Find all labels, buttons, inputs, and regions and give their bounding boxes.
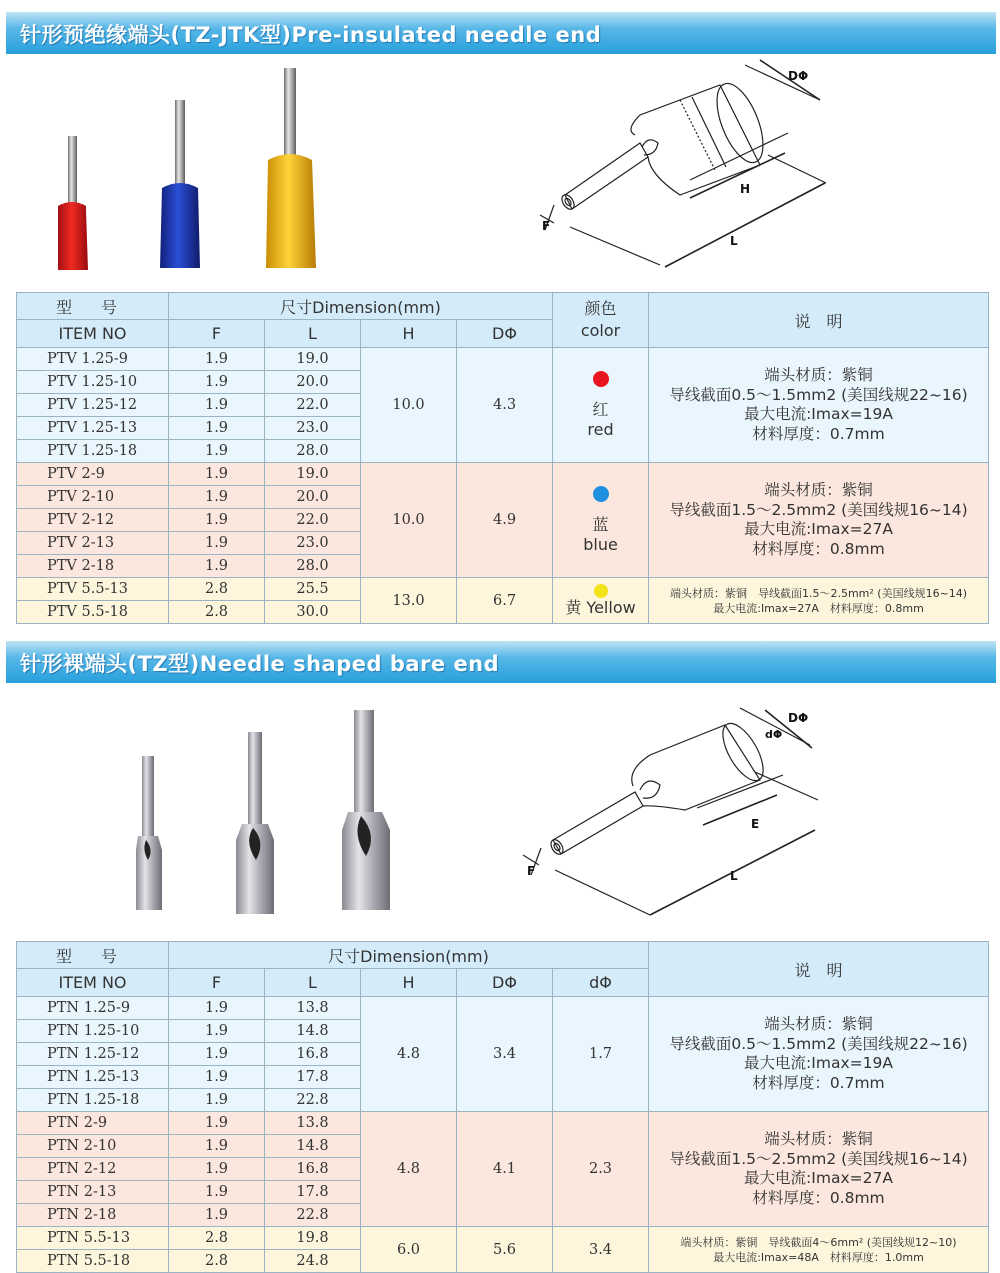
header-model-en: ITEM NO — [17, 320, 169, 348]
diagram1-label-F: F — [542, 219, 551, 233]
diagram2-label-E: E — [751, 817, 760, 831]
cell-model: PTV 5.5-18 — [17, 601, 169, 624]
section1-banner — [6, 12, 996, 54]
cell-F: 2.8 — [169, 1250, 265, 1273]
cell-F: 2.8 — [169, 1227, 265, 1250]
desc-line: 最大电流:Imax=19A — [744, 405, 893, 423]
cell-model: PTV 1.25-13 — [17, 417, 169, 440]
header-color-cn: 颜色 — [584, 299, 617, 318]
cell-H: 6.0 — [361, 1227, 457, 1273]
cell-model: PTN 1.25-10 — [17, 1020, 169, 1043]
header-model-cn: 型 号 — [17, 942, 169, 969]
cell-L: 16.8 — [265, 1158, 361, 1181]
cell-F: 1.9 — [169, 509, 265, 532]
header-color-en: color — [580, 321, 621, 340]
diagram2-label-d: dΦ — [765, 728, 783, 741]
cell-F: 1.9 — [169, 463, 265, 486]
cell-L: 28.0 — [265, 440, 361, 463]
color-label: 黄 Yellow — [565, 597, 636, 617]
cell-L: 22.0 — [265, 394, 361, 417]
cell-L: 16.8 — [265, 1043, 361, 1066]
cell-desc — [649, 578, 989, 624]
desc-line: 导线截面1.5～2.5mm2 (美国线规16~14) — [669, 500, 968, 519]
cell-model: PTV 2-10 — [17, 486, 169, 509]
desc-line: 最大电流:Imax=27A — [744, 1169, 893, 1187]
cell-model: PTN 2-13 — [17, 1181, 169, 1204]
header-model-en: ITEM NO — [17, 969, 169, 997]
cell-D: 4.1 — [457, 1112, 553, 1227]
color-label-en: blue — [583, 534, 618, 554]
cell-model: PTN 1.25-9 — [17, 997, 169, 1020]
blue-pin — [160, 100, 200, 268]
cell-F: 1.9 — [169, 997, 265, 1020]
diagram1-label-L: L — [730, 234, 738, 248]
cell-F: 1.9 — [169, 1066, 265, 1089]
cell-model: PTN 2-10 — [17, 1135, 169, 1158]
cell-H: 10.0 — [361, 463, 457, 578]
bare-pins-photo — [120, 700, 400, 920]
bare-spec-table — [16, 941, 989, 1273]
cell-L: 20.0 — [265, 486, 361, 509]
cell-L: 22.0 — [265, 509, 361, 532]
cell-F: 1.9 — [169, 555, 265, 578]
cell-F: 1.9 — [169, 417, 265, 440]
cell-F: 1.9 — [169, 486, 265, 509]
cell-desc — [649, 348, 989, 463]
desc-line: 材料厚度：0.8mm — [752, 539, 885, 558]
cell-desc — [649, 997, 989, 1112]
header-F: F — [169, 969, 265, 997]
header-desc: 说 明 — [649, 293, 989, 348]
cell-L: 23.0 — [265, 417, 361, 440]
cell-model: PTV 1.25-9 — [17, 348, 169, 371]
header-dimension: 尺寸Dimension(mm) — [169, 293, 553, 320]
cell-model: PTN 1.25-12 — [17, 1043, 169, 1066]
table-row — [17, 1112, 989, 1135]
cell-L: 23.0 — [265, 532, 361, 555]
cell-H: 4.8 — [361, 997, 457, 1112]
cell-H: 13.0 — [361, 578, 457, 624]
color-label-cn: 蓝 — [592, 514, 609, 534]
diagram2-label-F: F — [527, 864, 536, 878]
cell-model: PTV 5.5-13 — [17, 578, 169, 601]
diagram2-label-D: DΦ — [788, 711, 809, 725]
cell-F: 1.9 — [169, 348, 265, 371]
cell-H: 10.0 — [361, 348, 457, 463]
cell-L: 24.8 — [265, 1250, 361, 1273]
cell-model: PTV 1.25-18 — [17, 440, 169, 463]
insulated-pins-photo — [40, 60, 340, 280]
cell-d: 2.3 — [553, 1112, 649, 1227]
cell-L: 19.0 — [265, 348, 361, 371]
cell-F: 1.9 — [169, 1135, 265, 1158]
cell-F: 1.9 — [169, 1181, 265, 1204]
cell-F: 2.8 — [169, 578, 265, 601]
header-D: DΦ — [457, 320, 553, 348]
cell-F: 1.9 — [169, 1204, 265, 1227]
diagram1-label-H: H — [740, 182, 751, 196]
cell-L: 13.8 — [265, 1112, 361, 1135]
cell-L: 14.8 — [265, 1020, 361, 1043]
table-row — [17, 1227, 989, 1250]
cell-D: 4.3 — [457, 348, 553, 463]
cell-model: PTV 2-12 — [17, 509, 169, 532]
section2-banner — [6, 641, 996, 683]
cell-model: PTN 5.5-18 — [17, 1250, 169, 1273]
cell-model: PTV 2-18 — [17, 555, 169, 578]
header-L: L — [265, 320, 361, 348]
cell-d: 3.4 — [553, 1227, 649, 1273]
cell-L: 17.8 — [265, 1066, 361, 1089]
red-pin — [58, 136, 88, 270]
cell-F: 1.9 — [169, 394, 265, 417]
desc-line: 端头材质：紫铜 导线截面4～6mm² (美国线规12~10) — [680, 1235, 957, 1249]
cell-D: 3.4 — [457, 997, 553, 1112]
cell-F: 1.9 — [169, 1043, 265, 1066]
cell-desc — [649, 463, 989, 578]
cell-F: 1.9 — [169, 532, 265, 555]
cell-model: PTV 2-9 — [17, 463, 169, 486]
bare-pin-medium — [236, 732, 274, 914]
cell-L: 19.0 — [265, 463, 361, 486]
desc-line: 材料厚度：0.8mm — [752, 1188, 885, 1207]
cell-desc — [649, 1112, 989, 1227]
bare-pin-small — [136, 756, 162, 910]
cell-L: 19.8 — [265, 1227, 361, 1250]
cell-L: 22.8 — [265, 1089, 361, 1112]
desc-line: 最大电流:Imax=27A 材料厚度：0.8mm — [713, 601, 924, 615]
header-desc: 说 明 — [649, 942, 989, 997]
cell-color — [553, 578, 649, 624]
cell-d: 1.7 — [553, 997, 649, 1112]
cell-L: 28.0 — [265, 555, 361, 578]
cell-F: 1.9 — [169, 371, 265, 394]
cell-desc — [649, 1227, 989, 1273]
header-D: DΦ — [457, 969, 553, 997]
header-H: H — [361, 320, 457, 348]
table-row — [17, 997, 989, 1020]
cell-model: PTN 2-18 — [17, 1204, 169, 1227]
bare-pin-large — [342, 710, 390, 910]
desc-line: 最大电流:Imax=19A — [744, 1054, 893, 1072]
diagram1-label-D: DΦ — [788, 69, 809, 83]
insulated-spec-table — [16, 292, 989, 624]
desc-line: 材料厚度：0.7mm — [752, 1073, 885, 1092]
cell-L: 17.8 — [265, 1181, 361, 1204]
cell-L: 13.8 — [265, 997, 361, 1020]
cell-model: PTV 1.25-10 — [17, 371, 169, 394]
color-swatch — [593, 486, 609, 502]
cell-F: 1.9 — [169, 440, 265, 463]
table-row — [17, 578, 989, 601]
desc-line: 端头材质：紫铜 — [764, 366, 873, 384]
header-color — [553, 293, 649, 348]
header-L: L — [265, 969, 361, 997]
cell-F: 1.9 — [169, 1020, 265, 1043]
cell-F: 1.9 — [169, 1112, 265, 1135]
cell-model: PTN 5.5-13 — [17, 1227, 169, 1250]
desc-line: 最大电流:Imax=48A 材料厚度：1.0mm — [713, 1250, 924, 1264]
cell-F: 2.8 — [169, 601, 265, 624]
table-row — [17, 348, 989, 371]
cell-model: PTN 1.25-18 — [17, 1089, 169, 1112]
cell-H: 4.8 — [361, 1112, 457, 1227]
cell-L: 25.5 — [265, 578, 361, 601]
cell-model: PTV 2-13 — [17, 532, 169, 555]
desc-line: 导线截面0.5～1.5mm2 (美国线规22~16) — [669, 1034, 968, 1053]
color-label-cn: 红 — [592, 399, 609, 419]
cell-D: 5.6 — [457, 1227, 553, 1273]
header-H: H — [361, 969, 457, 997]
desc-line: 端头材质：紫铜 — [764, 1130, 873, 1148]
header-dimension: 尺寸Dimension(mm) — [169, 942, 649, 969]
desc-line: 端头材质：紫铜 导线截面1.5～2.5mm² (美国线规16~14) — [669, 586, 968, 600]
cell-L: 14.8 — [265, 1135, 361, 1158]
header-F: F — [169, 320, 265, 348]
desc-line: 端头材质：紫铜 — [764, 1015, 873, 1033]
desc-line: 导线截面1.5～2.5mm2 (美国线规16~14) — [669, 1149, 968, 1168]
cell-D: 4.9 — [457, 463, 553, 578]
section2-title: 针形裸端头(TZ型)Needle shaped bare end — [20, 652, 500, 676]
cell-model: PTN 2-12 — [17, 1158, 169, 1181]
desc-line: 材料厚度：0.7mm — [752, 424, 885, 443]
desc-line: 最大电流:Imax=27A — [744, 520, 893, 538]
diagram2-label-L: L — [730, 869, 738, 883]
desc-line: 端头材质：紫铜 — [764, 481, 873, 499]
header-d: dΦ — [553, 969, 649, 997]
cell-D: 6.7 — [457, 578, 553, 624]
bare-dimension-drawing — [515, 700, 825, 925]
cell-F: 1.9 — [169, 1089, 265, 1112]
cell-model: PTN 2-9 — [17, 1112, 169, 1135]
insulated-dimension-drawing — [530, 55, 830, 280]
desc-line: 导线截面0.5～1.5mm2 (美国线规22~16) — [669, 385, 968, 404]
cell-L: 22.8 — [265, 1204, 361, 1227]
header-model-cn: 型 号 — [17, 293, 169, 320]
cell-color — [553, 463, 649, 578]
color-label-en: red — [587, 419, 614, 439]
cell-F: 1.9 — [169, 1158, 265, 1181]
yellow-pin — [266, 68, 316, 268]
cell-L: 30.0 — [265, 601, 361, 624]
color-swatch — [593, 371, 609, 387]
cell-color — [553, 348, 649, 463]
cell-model: PTV 1.25-12 — [17, 394, 169, 417]
section1-title: 针形预绝缘端头(TZ-JTK型)Pre-insulated needle end — [20, 23, 602, 47]
cell-L: 20.0 — [265, 371, 361, 394]
cell-model: PTN 1.25-13 — [17, 1066, 169, 1089]
color-swatch — [594, 584, 608, 598]
table-row — [17, 463, 989, 486]
